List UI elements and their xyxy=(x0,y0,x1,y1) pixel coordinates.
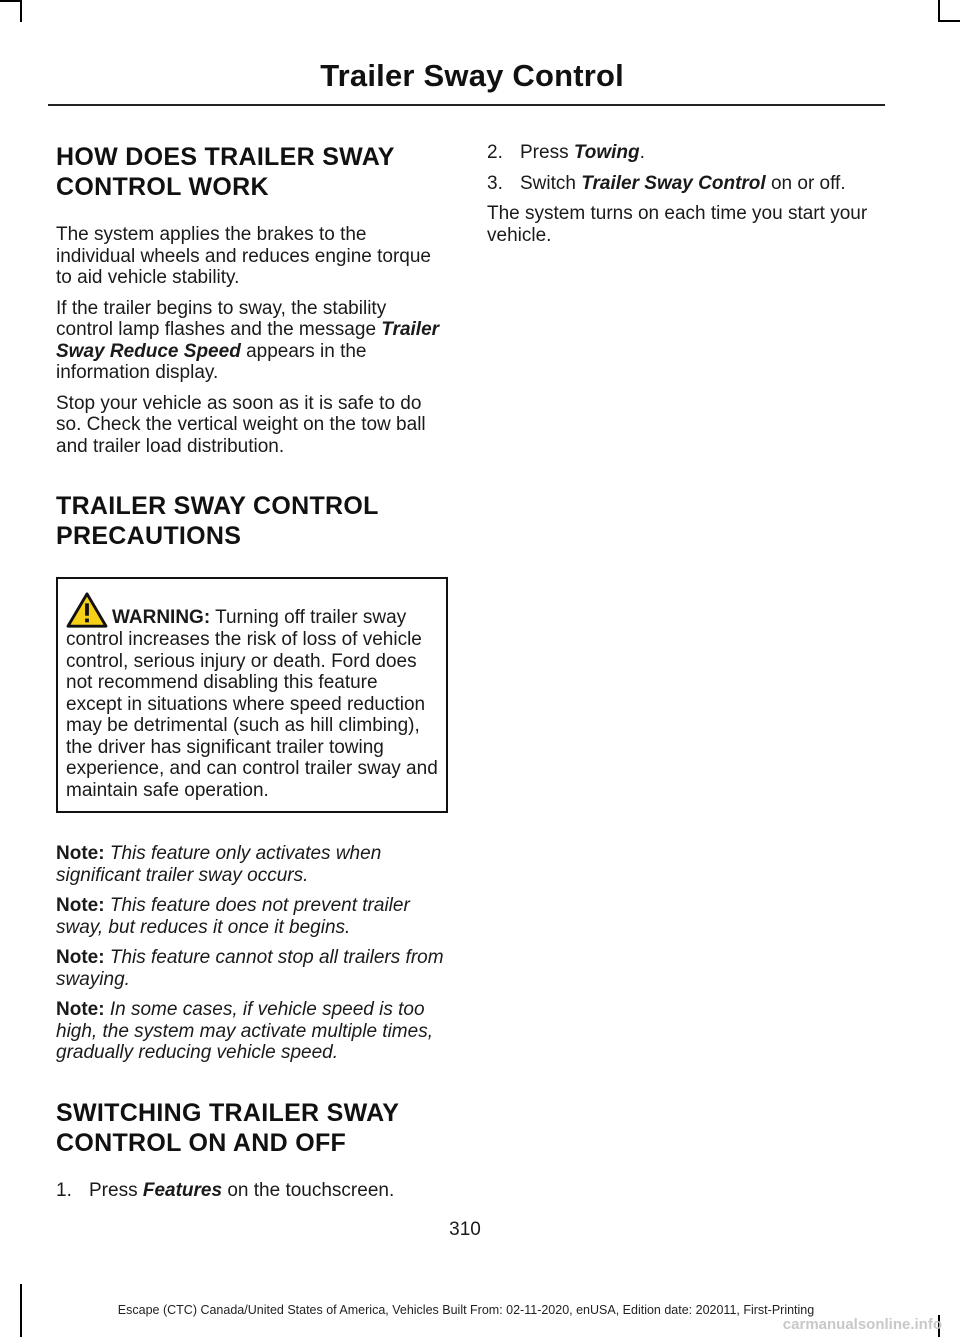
crop-mark xyxy=(938,0,940,22)
step-number: 2. xyxy=(487,142,503,163)
page-title: Trailer Sway Control xyxy=(320,58,624,93)
warning-label: WARNING: xyxy=(112,607,211,628)
list-item xyxy=(56,1180,446,1202)
right-column xyxy=(487,142,887,246)
list-item xyxy=(487,142,887,164)
crop-mark xyxy=(20,0,22,22)
control-name: Features xyxy=(142,1179,223,1201)
note-text: This feature only activates when significant trailer sway occurs. xyxy=(56,843,382,886)
section-heading-switching xyxy=(56,1098,446,1158)
text: on or off. xyxy=(765,172,846,194)
note-text: This feature cannot stop all trailers from swaying. xyxy=(56,947,444,990)
warning-box xyxy=(56,577,448,813)
heading-line: CONTROL ON AND OFF xyxy=(56,1128,347,1157)
section-heading-precautions xyxy=(56,491,446,551)
note-label: Note: xyxy=(56,947,105,968)
control-name: Trailer Sway Control xyxy=(581,172,766,194)
heading-line: CONTROL WORK xyxy=(56,173,269,201)
text: Switch xyxy=(520,172,582,194)
note-label: Note: xyxy=(56,843,105,864)
text: If the trailer begins to sway, the stability control lamp flashes and the message xyxy=(56,297,387,340)
text: . xyxy=(639,142,645,163)
note xyxy=(56,999,446,1064)
crop-mark xyxy=(938,20,960,22)
text: appears in the information display. xyxy=(56,340,367,383)
control-name: Towing xyxy=(573,142,640,163)
warning-body: Turning off trailer sway control increases the risk of loss of vehicle control, serious injury or death. Ford does not recommend disabling this feature except in situations where speed reduction may be detrimental (such as hill climbing), the driver has significant trailer towing experience, and can control trailer sway and maintain safe operation. xyxy=(66,607,438,801)
text: Press xyxy=(89,1179,143,1201)
note-text: This feature does not prevent trailer sway, but reduces it once it begins. xyxy=(56,895,410,938)
paragraph: Stop your vehicle as soon as it is safe to do so. Check the vertical weight on the tow ball and trailer load distribution. xyxy=(56,392,426,457)
text: Press xyxy=(520,142,574,163)
title-divider xyxy=(48,104,885,106)
paragraph: The system turns on each time you start your vehicle. xyxy=(487,203,868,246)
left-column xyxy=(56,142,446,1210)
heading-line: PRECAUTIONS xyxy=(56,522,242,550)
step-number: 1. xyxy=(56,1179,72,1201)
section-heading-how xyxy=(56,142,446,202)
note xyxy=(56,895,446,938)
steps-list xyxy=(487,142,887,194)
footer-edition-info: Escape (CTC) Canada/United States of America, Vehicles Built From: 02-11-2020, enUSA, Edition date: 202011, First-Printing xyxy=(117,1303,815,1317)
note-label: Note: xyxy=(56,895,105,916)
heading-line: TRAILER SWAY CONTROL xyxy=(56,492,379,520)
warning-triangle-icon xyxy=(66,591,108,629)
note xyxy=(56,947,446,990)
message-name: Trailer Sway Reduce Speed xyxy=(56,319,440,362)
note-text: In some cases, if vehicle speed is too high, the system may activate multiple times, gradually reducing vehicle speed. xyxy=(56,999,433,1063)
paragraph xyxy=(56,298,446,384)
note xyxy=(56,843,446,886)
paragraph: The system applies the brakes to the individual wheels and reduces engine torque to aid vehicle stability. xyxy=(56,224,431,288)
note-label: Note: xyxy=(56,999,105,1020)
page-number: 310 xyxy=(449,1219,481,1240)
step-number: 3. xyxy=(487,172,503,194)
heading-line: SWITCHING TRAILER SWAY xyxy=(56,1098,400,1127)
steps-list xyxy=(56,1180,446,1202)
list-item xyxy=(487,173,887,195)
warning-text xyxy=(66,591,438,801)
watermark: carmanualsonline.info xyxy=(782,1316,942,1333)
crop-mark xyxy=(0,0,22,2)
text: on the touchscreen. xyxy=(222,1179,395,1201)
heading-line: HOW DOES TRAILER SWAY xyxy=(56,143,395,171)
